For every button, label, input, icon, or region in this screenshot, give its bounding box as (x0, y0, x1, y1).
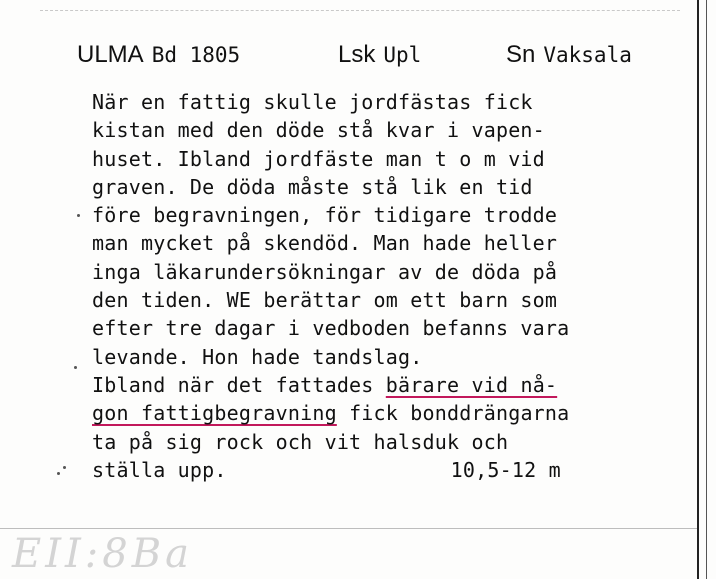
margin-mark (57, 472, 60, 475)
body-line: inga läkarundersökningar av de döda på (92, 259, 558, 284)
body-line: den tiden. WE berättar om ett barn som (92, 288, 558, 313)
ulma-value: Bd 1805 (151, 43, 241, 67)
body-line: före begravningen, för tidigare trodde (92, 203, 558, 228)
lsk-value: Upl (383, 43, 422, 67)
body-line: graven. De döda måste stå lik en tid (92, 174, 533, 199)
header-sn (506, 40, 632, 70)
body-line: När en fattig skulle jordfästas fick (92, 90, 533, 114)
sn-value: Vaksala (543, 43, 632, 67)
margin-mark (63, 466, 66, 469)
card-right-shadow (706, 0, 707, 579)
margin-mark (77, 214, 80, 217)
body-line (92, 399, 569, 427)
height-measure: 10,5-12 m (450, 457, 561, 482)
underlined-phrase-end: gon fattigbegravning (92, 401, 337, 426)
underlined-phrase-start: bärare vid nå- (385, 372, 558, 397)
line14-text: ställa upp. (92, 457, 227, 482)
ulma-label: ULMA (77, 41, 144, 68)
body-line: huset. Ibland jordfäste man t o m vid (92, 146, 545, 171)
line12-suffix: fick bonddrängarna (336, 401, 570, 426)
card-body (92, 88, 569, 484)
sn-label: Sn (506, 41, 536, 68)
lsk-label: Lsk (338, 41, 376, 68)
body-line: ta på sig rock och vit halsduk och (92, 429, 509, 454)
body-line (92, 371, 569, 399)
body-line (92, 456, 569, 484)
body-line: man mycket på skendöd. Man hade heller (92, 231, 558, 256)
body-line: kistan med den döde stå kvar i vapen- (92, 118, 545, 143)
card-bottom-edge (0, 528, 697, 529)
card-top-edge (40, 10, 680, 11)
body-line: levande. Hon hade tandslag. (92, 344, 423, 369)
margin-mark (74, 366, 77, 369)
header-ulma (77, 40, 240, 70)
card-right-edge (697, 0, 699, 579)
pencil-shelfmark: EII:8Ba (12, 531, 193, 577)
header-lsk (338, 40, 421, 70)
body-line: efter tre dagar i vedboden befanns vara (92, 316, 570, 341)
line11-prefix: Ibland när det fattades (92, 372, 386, 397)
